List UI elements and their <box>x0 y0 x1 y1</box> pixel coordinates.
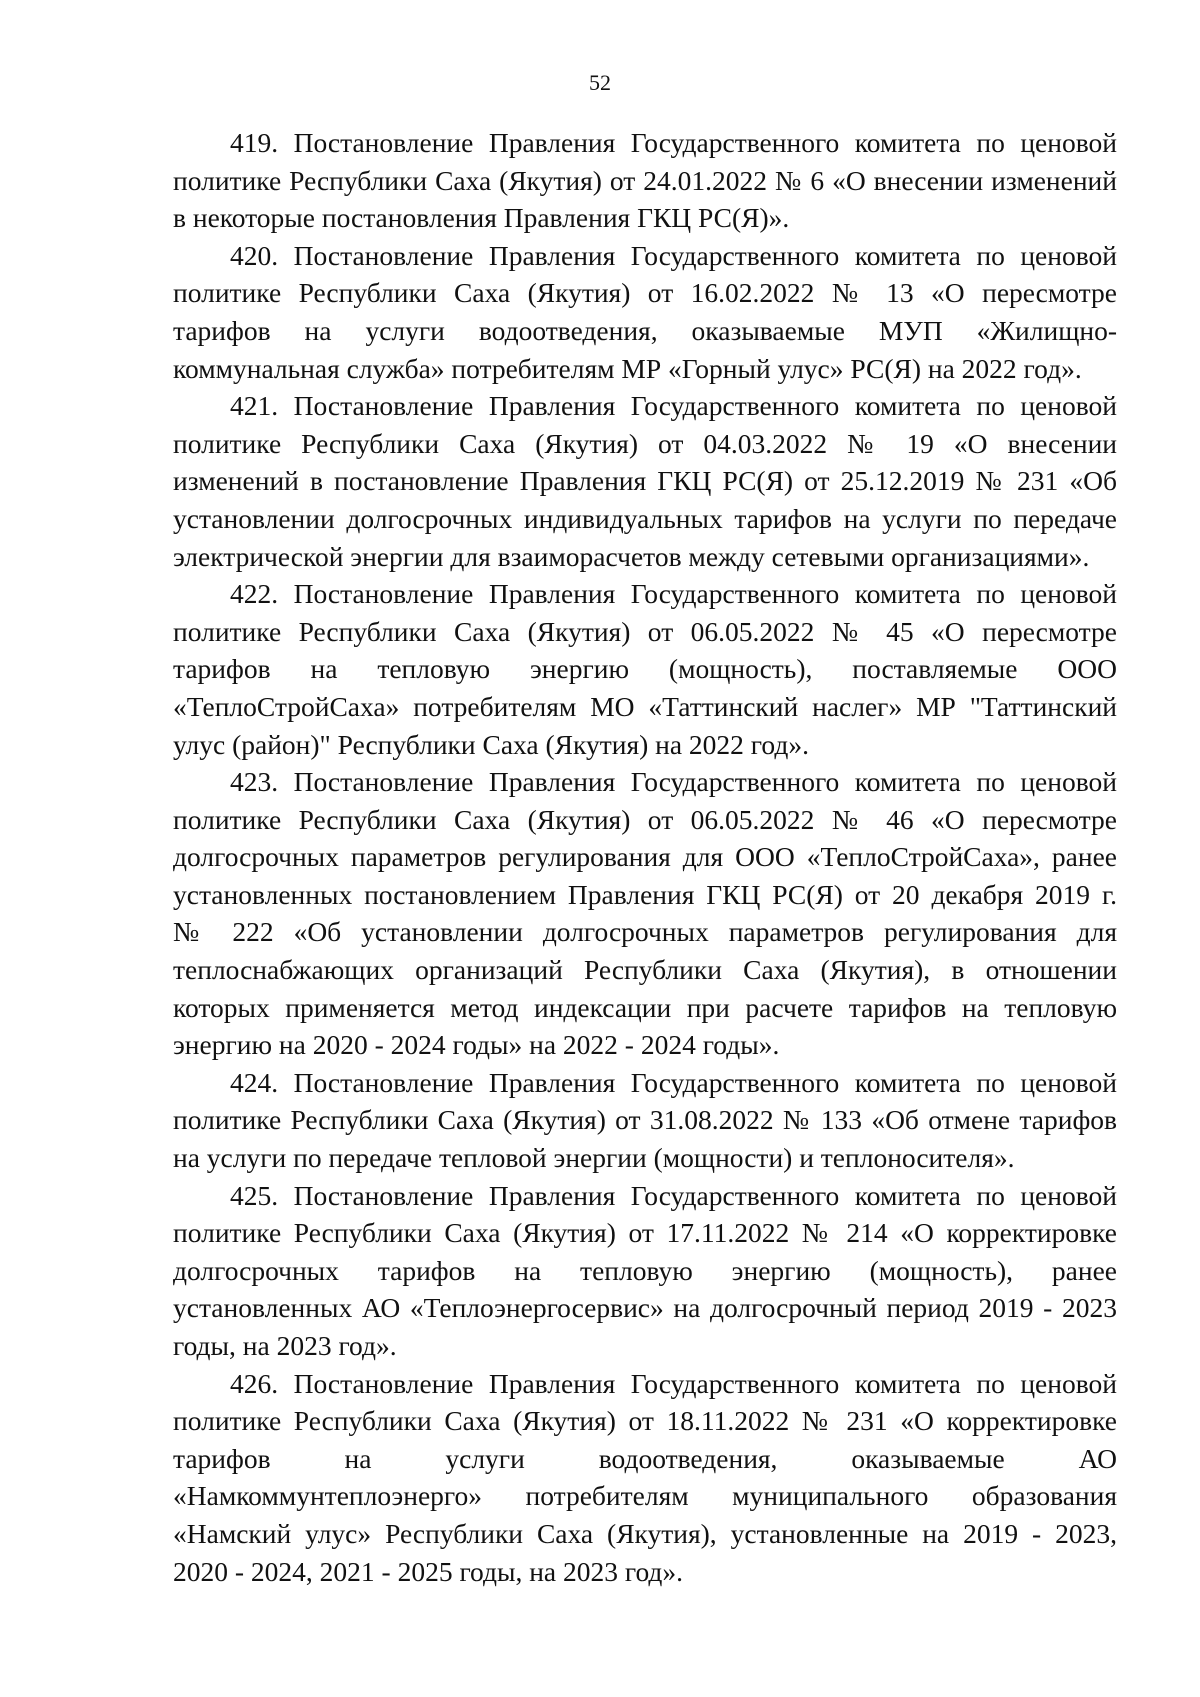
text-line: электрической энергии для взаиморасчетов между сетевыми организациями». <box>173 540 1090 572</box>
text-line: № 222 «Об установлении долгосрочных параметров регулирования для <box>173 916 1117 948</box>
paragraph-420 <box>173 237 1117 387</box>
text-line: 419. Постановление Правления Государственного комитета по ценовой <box>230 127 1117 158</box>
paragraph-422 <box>173 575 1117 763</box>
text-line: политике Республики Саха (Якутия) от 24.01.2022 № 6 «О внесении изменений <box>173 164 1117 196</box>
text-line: установленных постановлением Правления ГКЦ РС(Я) от 20 декабря 2019 г. <box>173 878 1117 910</box>
text-line: 424. Постановление Правления Государственного комитета по ценовой <box>230 1066 1117 1098</box>
text-line: 425. Постановление Правления Государственного комитета по ценовой <box>230 1179 1117 1211</box>
text-line: тарифов на тепловую энергию (мощность), поставляемые ООО <box>173 653 1117 685</box>
text-line: политике Республики Саха (Якутия) от 06.05.2022 № 46 «О пересмотре <box>173 803 1117 835</box>
paragraph-419 <box>173 124 1117 237</box>
text-line: 2020 - 2024, 2021 - 2025 годы, на 2023 год». <box>173 1555 684 1587</box>
text-line: 422. Постановление Правления Государственного комитета по ценовой <box>230 578 1117 610</box>
text-line: политике Республики Саха (Якутия) от 18.11.2022 № 231 «О корректировке <box>173 1405 1117 1437</box>
text-line: установленных АО «Теплоэнергосервис» на долгосрочный период 2019 - 2023 <box>173 1292 1117 1324</box>
text-line: 420. Постановление Правления Государственного комитета по ценовой <box>230 239 1117 271</box>
text-line: в некоторые постановления Правления ГКЦ РС(Я)». <box>173 202 790 234</box>
page-number: 52 <box>589 70 611 95</box>
document-body <box>173 124 1117 1590</box>
text-line: политике Республики Саха (Якутия) от 04.03.2022 № 19 «О внесении <box>173 427 1117 459</box>
text-line: «Намский улус» Республики Саха (Якутия), установленные на 2019 - 2023, <box>173 1517 1117 1549</box>
text-line: 421. Постановление Правления Государственного комитета по ценовой <box>230 390 1117 422</box>
text-line: политике Республики Саха (Якутия) от 16.02.2022 № 13 «О пересмотре <box>173 277 1117 309</box>
text-line: политике Республики Саха (Якутия) от 31.08.2022 № 133 «Об отмене тарифов <box>173 1104 1117 1136</box>
text-line: политике Республики Саха (Якутия) от 17.11.2022 № 214 «О корректировке <box>173 1217 1117 1249</box>
text-line: политике Республики Саха (Якутия) от 06.05.2022 № 45 «О пересмотре <box>173 615 1117 647</box>
text-line: установлении долгосрочных индивидуальных тарифов на услуги по передаче <box>173 502 1117 534</box>
text-line: 423. Постановление Правления Государственного комитета по ценовой <box>230 766 1117 798</box>
text-line: 426. Постановление Правления Государственного комитета по ценовой <box>230 1367 1117 1399</box>
text-line: энергию на 2020 - 2024 годы» на 2022 - 2024 годы». <box>173 1029 780 1061</box>
paragraph-421 <box>173 387 1117 575</box>
text-line: долгосрочных тарифов на тепловую энергию (мощность), ранее <box>173 1254 1117 1286</box>
paragraph-424 <box>173 1064 1117 1177</box>
text-line: коммунальная служба» потребителям МР «Горный улус» РС(Я) на 2022 год». <box>173 352 1082 384</box>
text-line: улус (район)" Республики Саха (Якутия) на 2022 год». <box>173 728 809 760</box>
paragraph-425 <box>173 1177 1117 1365</box>
text-line: «ТеплоСтройСаха» потребителям МО «Таттинский наслег» МР "Таттинский <box>173 690 1117 722</box>
text-line: долгосрочных параметров регулирования для ООО «ТеплоСтройСаха», ранее <box>173 841 1117 873</box>
text-line: тарифов на услуги водоотведения, оказываемые АО <box>173 1442 1117 1474</box>
paragraph-423 <box>173 763 1117 1064</box>
text-line: на услуги по передаче тепловой энергии (мощности) и теплоносителя». <box>173 1142 1015 1174</box>
text-line: годы, на 2023 год». <box>173 1330 397 1361</box>
text-line: теплоснабжающих организаций Республики Саха (Якутия), в отношении <box>173 954 1117 986</box>
text-line: изменений в постановление Правления ГКЦ РС(Я) от 25.12.2019 № 231 «Об <box>173 465 1117 497</box>
paragraph-426 <box>173 1365 1117 1591</box>
text-line: тарифов на услуги водоотведения, оказываемые МУП «Жилищно- <box>173 314 1117 346</box>
text-line: «Намкоммунтеплоэнерго» потребителям муниципального образования <box>173 1480 1117 1512</box>
text-line: которых применяется метод индексации при расчете тарифов на тепловую <box>173 991 1117 1023</box>
